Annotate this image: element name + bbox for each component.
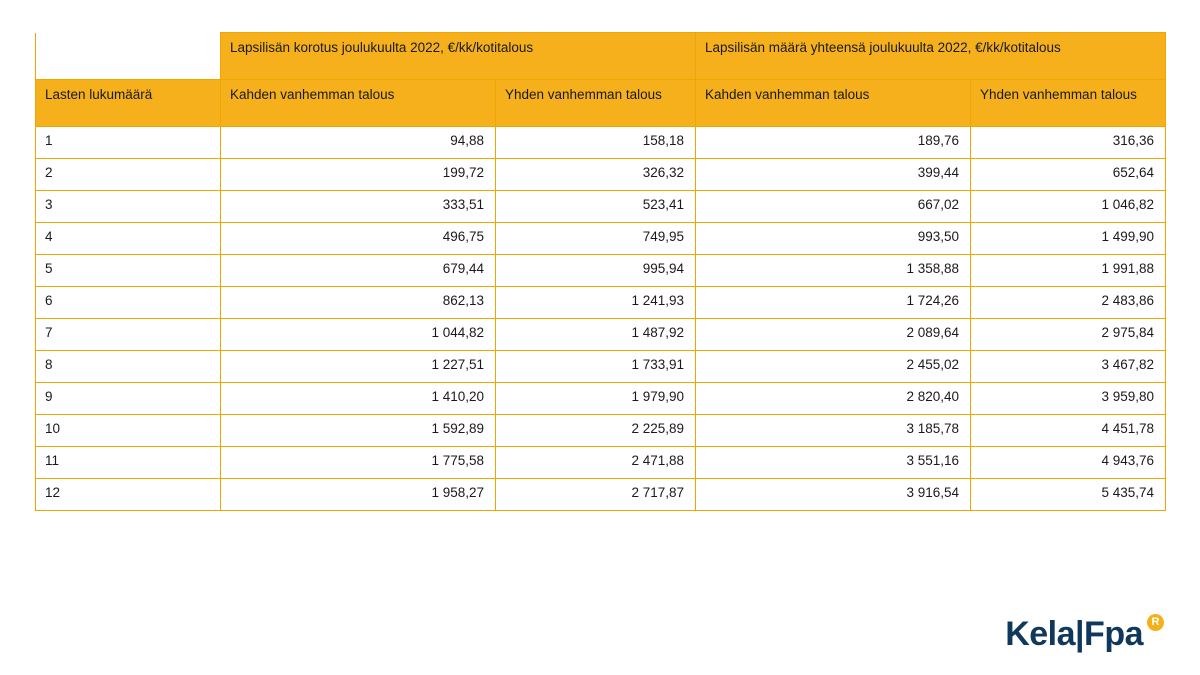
group-header-total-text: Lapsilisän määrä yhteensä joulukuulta 2022, €/kk/kotitalous [705, 40, 1061, 55]
table-cell-increase-two-parent: 679,44 [221, 255, 496, 287]
table-cell-children-count: 8 [36, 351, 221, 383]
benefit-table-container [35, 32, 1165, 511]
table-cell-increase-two-parent: 199,72 [221, 159, 496, 191]
table-cell-increase-one-parent: 1 487,92 [496, 319, 696, 351]
logo-name-sv: Fpa [1084, 615, 1143, 653]
group-header-blank [36, 33, 221, 80]
table-row [36, 287, 1166, 319]
table-cell-increase-two-parent: 1 044,82 [221, 319, 496, 351]
column-header-increase-two-parent-text: Kahden vanhemman talous [230, 87, 395, 102]
logo-name-fi: Kela [1005, 615, 1076, 653]
table-cell-children-count: 12 [36, 479, 221, 511]
table-cell-total-one-parent: 5 435,74 [971, 479, 1166, 511]
table-cell-total-two-parent: 2 089,64 [696, 319, 971, 351]
table-cell-increase-two-parent: 496,75 [221, 223, 496, 255]
column-header-increase-one-parent [496, 80, 696, 127]
table-cell-children-count: 3 [36, 191, 221, 223]
table-cell-increase-one-parent: 995,94 [496, 255, 696, 287]
table-cell-children-count: 9 [36, 383, 221, 415]
table-cell-total-one-parent: 4 451,78 [971, 415, 1166, 447]
table-cell-increase-one-parent: 749,95 [496, 223, 696, 255]
table-row [36, 319, 1166, 351]
table-cell-increase-two-parent: 1 227,51 [221, 351, 496, 383]
table-cell-total-one-parent: 2 483,86 [971, 287, 1166, 319]
group-header-blank-text [36, 33, 220, 45]
kela-fpa-logo [1005, 617, 1164, 651]
table-cell-total-two-parent: 1 358,88 [696, 255, 971, 287]
table-row [36, 479, 1166, 511]
column-header-children-count-text: Lasten lukumäärä [45, 87, 153, 102]
table-row [36, 415, 1166, 447]
table-cell-children-count: 6 [36, 287, 221, 319]
table-cell-total-two-parent: 1 724,26 [696, 287, 971, 319]
table-cell-increase-one-parent: 1 733,91 [496, 351, 696, 383]
table-cell-increase-two-parent: 1 410,20 [221, 383, 496, 415]
table-cell-increase-one-parent: 2 717,87 [496, 479, 696, 511]
table-row [36, 351, 1166, 383]
table-cell-increase-two-parent: 1 775,58 [221, 447, 496, 479]
group-header-total [696, 33, 1166, 80]
table-cell-total-two-parent: 2 820,40 [696, 383, 971, 415]
table-cell-children-count: 10 [36, 415, 221, 447]
group-header-increase-text: Lapsilisän korotus joulukuulta 2022, €/kk/kotitalous [230, 40, 534, 55]
column-header-total-one-parent-text: Yhden vanhemman talous [980, 87, 1137, 102]
table-cell-increase-one-parent: 2 225,89 [496, 415, 696, 447]
table-row [36, 191, 1166, 223]
table-cell-total-two-parent: 3 551,16 [696, 447, 971, 479]
table-cell-total-two-parent: 3 916,54 [696, 479, 971, 511]
table-body [36, 127, 1166, 511]
table-cell-increase-two-parent: 94,88 [221, 127, 496, 159]
table-row [36, 223, 1166, 255]
table-cell-children-count: 2 [36, 159, 221, 191]
group-header-row [36, 33, 1166, 80]
table-cell-total-one-parent: 316,36 [971, 127, 1166, 159]
table-row [36, 159, 1166, 191]
table-cell-total-one-parent: 1 991,88 [971, 255, 1166, 287]
table-cell-children-count: 1 [36, 127, 221, 159]
group-header-increase [221, 33, 696, 80]
table-cell-increase-one-parent: 1 979,90 [496, 383, 696, 415]
table-cell-increase-one-parent: 326,32 [496, 159, 696, 191]
table-cell-total-one-parent: 3 959,80 [971, 383, 1166, 415]
column-header-children-count [36, 80, 221, 127]
table-cell-total-one-parent: 4 943,76 [971, 447, 1166, 479]
column-header-total-two-parent-text: Kahden vanhemman talous [705, 87, 870, 102]
table-cell-total-one-parent: 3 467,82 [971, 351, 1166, 383]
table-cell-increase-two-parent: 1 958,27 [221, 479, 496, 511]
table-head [36, 33, 1166, 127]
column-header-increase-two-parent [221, 80, 496, 127]
column-header-total-one-parent [971, 80, 1166, 127]
column-header-total-two-parent [696, 80, 971, 127]
table-cell-total-two-parent: 667,02 [696, 191, 971, 223]
child-benefit-table [35, 32, 1166, 511]
table-cell-children-count: 7 [36, 319, 221, 351]
table-row [36, 447, 1166, 479]
table-cell-increase-one-parent: 523,41 [496, 191, 696, 223]
table-row [36, 255, 1166, 287]
column-header-increase-one-parent-text: Yhden vanhemman talous [505, 87, 662, 102]
table-row [36, 127, 1166, 159]
table-cell-increase-one-parent: 1 241,93 [496, 287, 696, 319]
table-cell-total-two-parent: 399,44 [696, 159, 971, 191]
table-cell-increase-one-parent: 2 471,88 [496, 447, 696, 479]
table-cell-total-two-parent: 189,76 [696, 127, 971, 159]
table-row [36, 383, 1166, 415]
table-cell-total-one-parent: 1 499,90 [971, 223, 1166, 255]
table-cell-children-count: 5 [36, 255, 221, 287]
logo-separator: | [1075, 615, 1085, 653]
table-cell-total-one-parent: 2 975,84 [971, 319, 1166, 351]
table-cell-increase-two-parent: 1 592,89 [221, 415, 496, 447]
table-cell-total-two-parent: 2 455,02 [696, 351, 971, 383]
table-cell-total-one-parent: 652,64 [971, 159, 1166, 191]
table-cell-total-two-parent: 3 185,78 [696, 415, 971, 447]
table-cell-children-count: 11 [36, 447, 221, 479]
table-cell-total-two-parent: 993,50 [696, 223, 971, 255]
table-cell-total-one-parent: 1 046,82 [971, 191, 1166, 223]
table-cell-increase-two-parent: 333,51 [221, 191, 496, 223]
table-cell-increase-two-parent: 862,13 [221, 287, 496, 319]
registered-trademark-icon: R [1147, 614, 1164, 631]
column-header-row [36, 80, 1166, 127]
table-cell-children-count: 4 [36, 223, 221, 255]
table-cell-increase-one-parent: 158,18 [496, 127, 696, 159]
